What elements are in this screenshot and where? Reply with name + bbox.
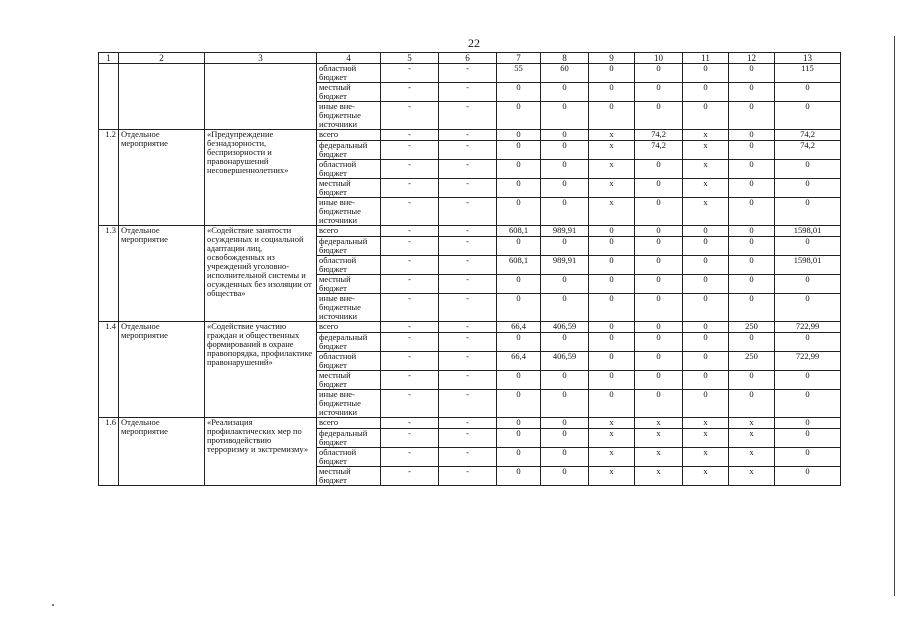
value-cell: - <box>381 141 439 160</box>
value-cell: 0 <box>497 198 541 226</box>
table-row <box>99 226 841 237</box>
value-cell: 0 <box>589 83 635 102</box>
value-cell: - <box>439 429 497 448</box>
value-cell: 0 <box>775 102 841 130</box>
value-cell: 74,2 <box>635 130 683 141</box>
scan-edge-line <box>894 36 895 596</box>
value-cell: 608,1 <box>497 226 541 237</box>
value-cell: - <box>439 371 497 390</box>
column-header: 12 <box>729 53 775 64</box>
row-index: 1.3 <box>99 226 119 322</box>
value-cell: 0 <box>775 294 841 322</box>
value-cell: 66,4 <box>497 352 541 371</box>
value-cell: 0 <box>541 179 589 198</box>
value-cell: 250 <box>729 352 775 371</box>
value-cell: - <box>381 467 439 486</box>
table-row <box>99 322 841 333</box>
value-cell: 0 <box>541 294 589 322</box>
value-cell: 1598,01 <box>775 256 841 275</box>
value-cell: - <box>381 333 439 352</box>
event-name-cell: «Реализация профилактических мер по противодействию терроризму и экстремизму» <box>205 418 317 486</box>
event-type-cell: Отдельное мероприятие <box>119 226 205 322</box>
value-cell: 74,2 <box>635 141 683 160</box>
funding-source-cell: местный бюджет <box>317 83 381 102</box>
value-cell: 1598,01 <box>775 226 841 237</box>
value-cell: x <box>589 141 635 160</box>
value-cell: 406,59 <box>541 322 589 333</box>
column-header: 3 <box>205 53 317 64</box>
value-cell: x <box>589 429 635 448</box>
column-header: 8 <box>541 53 589 64</box>
value-cell: x <box>589 418 635 429</box>
value-cell: - <box>381 448 439 467</box>
value-cell: 0 <box>497 275 541 294</box>
value-cell: x <box>683 467 729 486</box>
value-cell: x <box>729 418 775 429</box>
value-cell: x <box>635 448 683 467</box>
value-cell: 0 <box>775 275 841 294</box>
value-cell: - <box>381 64 439 83</box>
value-cell: x <box>683 198 729 226</box>
event-type-cell: Отдельное мероприятие <box>119 322 205 418</box>
funding-source-cell: федеральный бюджет <box>317 237 381 256</box>
value-cell: 0 <box>729 198 775 226</box>
value-cell: 0 <box>497 390 541 418</box>
row-index <box>99 64 119 130</box>
funding-source-cell: областной бюджет <box>317 448 381 467</box>
value-cell: 0 <box>541 102 589 130</box>
page-number: 22 <box>468 36 480 50</box>
value-cell: 74,2 <box>775 130 841 141</box>
value-cell: 0 <box>775 333 841 352</box>
value-cell: - <box>381 237 439 256</box>
value-cell: 0 <box>729 333 775 352</box>
value-cell: 0 <box>635 333 683 352</box>
value-cell: 406,59 <box>541 352 589 371</box>
value-cell: 0 <box>635 237 683 256</box>
value-cell: 55 <box>497 64 541 83</box>
value-cell: 0 <box>775 429 841 448</box>
value-cell: 74,2 <box>775 141 841 160</box>
budget-table <box>98 52 841 486</box>
value-cell: 0 <box>541 198 589 226</box>
value-cell: 0 <box>683 237 729 256</box>
value-cell: 0 <box>775 179 841 198</box>
value-cell: x <box>683 448 729 467</box>
value-cell: 0 <box>589 333 635 352</box>
value-cell: 0 <box>497 237 541 256</box>
value-cell: 722,99 <box>775 352 841 371</box>
value-cell: 0 <box>635 179 683 198</box>
value-cell: 0 <box>589 294 635 322</box>
value-cell: 0 <box>497 333 541 352</box>
value-cell: 0 <box>729 371 775 390</box>
value-cell: 0 <box>635 352 683 371</box>
value-cell: 0 <box>729 237 775 256</box>
value-cell: 0 <box>635 198 683 226</box>
value-cell: 0 <box>635 64 683 83</box>
value-cell: 0 <box>541 83 589 102</box>
value-cell: 0 <box>729 256 775 275</box>
funding-source-cell: федеральный бюджет <box>317 141 381 160</box>
table-row <box>99 64 841 83</box>
value-cell: 0 <box>729 179 775 198</box>
value-cell: 0 <box>541 160 589 179</box>
column-header: 10 <box>635 53 683 64</box>
value-cell: 0 <box>589 102 635 130</box>
value-cell: x <box>635 467 683 486</box>
value-cell: 0 <box>775 467 841 486</box>
value-cell: 0 <box>635 390 683 418</box>
value-cell: 0 <box>635 371 683 390</box>
value-cell: 250 <box>729 322 775 333</box>
column-header: 4 <box>317 53 381 64</box>
event-name-cell: «Предупреждение безнадзорности, беспризорности и правонарушений несовершеннолетних» <box>205 130 317 226</box>
value-cell: 0 <box>541 371 589 390</box>
value-cell: x <box>683 160 729 179</box>
value-cell: 66,4 <box>497 322 541 333</box>
value-cell: - <box>381 198 439 226</box>
value-cell: 0 <box>497 371 541 390</box>
value-cell: 0 <box>541 390 589 418</box>
funding-source-cell: всего <box>317 226 381 237</box>
value-cell: x <box>729 429 775 448</box>
value-cell: 0 <box>729 390 775 418</box>
column-header: 13 <box>775 53 841 64</box>
value-cell: 0 <box>775 198 841 226</box>
value-cell: - <box>439 294 497 322</box>
value-cell: 989,91 <box>541 256 589 275</box>
column-header: 1 <box>99 53 119 64</box>
value-cell: 0 <box>497 102 541 130</box>
value-cell: 0 <box>497 429 541 448</box>
funding-source-cell: местный бюджет <box>317 467 381 486</box>
value-cell: x <box>729 448 775 467</box>
value-cell: - <box>381 371 439 390</box>
value-cell: 0 <box>729 83 775 102</box>
funding-source-cell: федеральный бюджет <box>317 333 381 352</box>
value-cell: - <box>381 102 439 130</box>
value-cell: 722,99 <box>775 322 841 333</box>
column-header: 2 <box>119 53 205 64</box>
value-cell: x <box>589 160 635 179</box>
value-cell: 115 <box>775 64 841 83</box>
value-cell: - <box>381 352 439 371</box>
value-cell: - <box>381 429 439 448</box>
value-cell: - <box>439 448 497 467</box>
value-cell: 0 <box>683 294 729 322</box>
value-cell: 0 <box>729 226 775 237</box>
value-cell: x <box>635 418 683 429</box>
value-cell: x <box>589 467 635 486</box>
column-header: 7 <box>497 53 541 64</box>
value-cell: x <box>729 467 775 486</box>
value-cell: 0 <box>497 448 541 467</box>
value-cell: - <box>439 160 497 179</box>
funding-source-cell: иные вне-бюджетные источники <box>317 102 381 130</box>
value-cell: 0 <box>683 256 729 275</box>
value-cell: x <box>589 198 635 226</box>
value-cell: - <box>381 390 439 418</box>
value-cell: 0 <box>497 467 541 486</box>
value-cell: 0 <box>683 371 729 390</box>
value-cell: x <box>589 179 635 198</box>
value-cell: 0 <box>541 429 589 448</box>
value-cell: 0 <box>635 256 683 275</box>
value-cell: 0 <box>635 294 683 322</box>
value-cell: 0 <box>541 448 589 467</box>
value-cell: - <box>381 83 439 102</box>
value-cell: 0 <box>683 275 729 294</box>
value-cell: 989,91 <box>541 226 589 237</box>
value-cell: - <box>439 418 497 429</box>
value-cell: 0 <box>635 160 683 179</box>
value-cell: 0 <box>497 179 541 198</box>
value-cell: - <box>439 275 497 294</box>
value-cell: 0 <box>541 141 589 160</box>
value-cell: - <box>439 226 497 237</box>
value-cell: 0 <box>541 467 589 486</box>
value-cell: - <box>439 102 497 130</box>
value-cell: 0 <box>541 418 589 429</box>
value-cell: 608,1 <box>497 256 541 275</box>
funding-source-cell: всего <box>317 322 381 333</box>
value-cell: - <box>439 130 497 141</box>
funding-source-cell: иные вне-бюджетные источники <box>317 294 381 322</box>
value-cell: 0 <box>775 448 841 467</box>
funding-source-cell: областной бюджет <box>317 160 381 179</box>
value-cell: - <box>381 275 439 294</box>
value-cell: - <box>439 237 497 256</box>
table-body <box>99 64 841 486</box>
value-cell: 0 <box>589 390 635 418</box>
table-row <box>99 418 841 429</box>
funding-source-cell: всего <box>317 418 381 429</box>
value-cell: 0 <box>589 64 635 83</box>
event-type-cell: Отдельное мероприятие <box>119 130 205 226</box>
scan-speck <box>52 604 54 606</box>
value-cell: 0 <box>729 294 775 322</box>
value-cell: 0 <box>729 130 775 141</box>
value-cell: - <box>381 179 439 198</box>
value-cell: 0 <box>497 294 541 322</box>
value-cell: 0 <box>541 275 589 294</box>
value-cell: x <box>683 429 729 448</box>
value-cell: - <box>381 322 439 333</box>
value-cell: 0 <box>635 275 683 294</box>
value-cell: 0 <box>589 322 635 333</box>
funding-source-cell: местный бюджет <box>317 371 381 390</box>
funding-source-cell: областной бюджет <box>317 64 381 83</box>
value-cell: - <box>381 294 439 322</box>
value-cell: 0 <box>683 333 729 352</box>
value-cell: 0 <box>683 390 729 418</box>
value-cell: 0 <box>729 160 775 179</box>
event-type-cell: Отдельное мероприятие <box>119 418 205 486</box>
funding-source-cell: местный бюджет <box>317 179 381 198</box>
column-header: 9 <box>589 53 635 64</box>
value-cell: 0 <box>589 256 635 275</box>
event-name-cell: «Содействие занятости осужденных и социальной адаптации лиц, освобожденных из учреждений уголовно-исполнительной системы и осужденных без изоляции от общества» <box>205 226 317 322</box>
row-index: 1.6 <box>99 418 119 486</box>
value-cell: 0 <box>541 130 589 141</box>
value-cell: 0 <box>729 102 775 130</box>
value-cell: 0 <box>729 141 775 160</box>
value-cell: 0 <box>775 418 841 429</box>
value-cell: 0 <box>775 390 841 418</box>
column-header: 5 <box>381 53 439 64</box>
value-cell: 0 <box>683 64 729 83</box>
funding-source-cell: областной бюджет <box>317 256 381 275</box>
value-cell: 0 <box>589 371 635 390</box>
event-name-cell: «Содействие участию граждан и общественных формирований в охране правопорядка, профилактике правонарушений» <box>205 322 317 418</box>
funding-source-cell: федеральный бюджет <box>317 429 381 448</box>
value-cell: - <box>439 333 497 352</box>
value-cell: 0 <box>497 130 541 141</box>
funding-source-cell: областной бюджет <box>317 352 381 371</box>
value-cell: 0 <box>775 371 841 390</box>
column-header: 6 <box>439 53 497 64</box>
funding-source-cell: иные вне-бюджетные источники <box>317 198 381 226</box>
row-index: 1.4 <box>99 322 119 418</box>
value-cell: 0 <box>541 237 589 256</box>
event-type-cell <box>119 64 205 130</box>
value-cell: 0 <box>541 333 589 352</box>
value-cell: x <box>589 448 635 467</box>
table-row <box>99 130 841 141</box>
value-cell: 0 <box>775 160 841 179</box>
table-header <box>99 53 841 64</box>
value-cell: 0 <box>497 160 541 179</box>
value-cell: x <box>683 130 729 141</box>
column-header: 11 <box>683 53 729 64</box>
funding-source-cell: всего <box>317 130 381 141</box>
value-cell: 0 <box>497 83 541 102</box>
value-cell: 0 <box>729 64 775 83</box>
value-cell: 0 <box>729 275 775 294</box>
value-cell: 0 <box>589 352 635 371</box>
value-cell: 0 <box>683 226 729 237</box>
value-cell: 0 <box>497 418 541 429</box>
value-cell: x <box>635 429 683 448</box>
value-cell: 0 <box>589 275 635 294</box>
value-cell: - <box>439 64 497 83</box>
value-cell: - <box>381 418 439 429</box>
value-cell: - <box>439 141 497 160</box>
value-cell: - <box>381 226 439 237</box>
value-cell: 0 <box>589 226 635 237</box>
value-cell: 0 <box>683 352 729 371</box>
row-index: 1.2 <box>99 130 119 226</box>
value-cell: 0 <box>635 322 683 333</box>
value-cell: x <box>683 141 729 160</box>
value-cell: - <box>439 83 497 102</box>
value-cell: 0 <box>497 141 541 160</box>
value-cell: 0 <box>589 237 635 256</box>
value-cell: - <box>381 130 439 141</box>
value-cell: - <box>439 198 497 226</box>
value-cell: 0 <box>635 102 683 130</box>
value-cell: x <box>683 418 729 429</box>
value-cell: 60 <box>541 64 589 83</box>
value-cell: 0 <box>683 83 729 102</box>
value-cell: - <box>381 256 439 275</box>
funding-source-cell: иные вне-бюджетные источники <box>317 390 381 418</box>
value-cell: 0 <box>635 83 683 102</box>
value-cell: - <box>439 352 497 371</box>
value-cell: - <box>439 390 497 418</box>
value-cell: - <box>439 256 497 275</box>
value-cell: - <box>439 322 497 333</box>
value-cell: - <box>439 179 497 198</box>
value-cell: 0 <box>635 226 683 237</box>
value-cell: 0 <box>775 83 841 102</box>
value-cell: x <box>589 130 635 141</box>
event-name-cell <box>205 64 317 130</box>
value-cell: - <box>381 160 439 179</box>
value-cell: 0 <box>683 322 729 333</box>
value-cell: x <box>683 179 729 198</box>
value-cell: 0 <box>683 102 729 130</box>
funding-source-cell: местный бюджет <box>317 275 381 294</box>
value-cell: - <box>439 467 497 486</box>
value-cell: 0 <box>775 237 841 256</box>
